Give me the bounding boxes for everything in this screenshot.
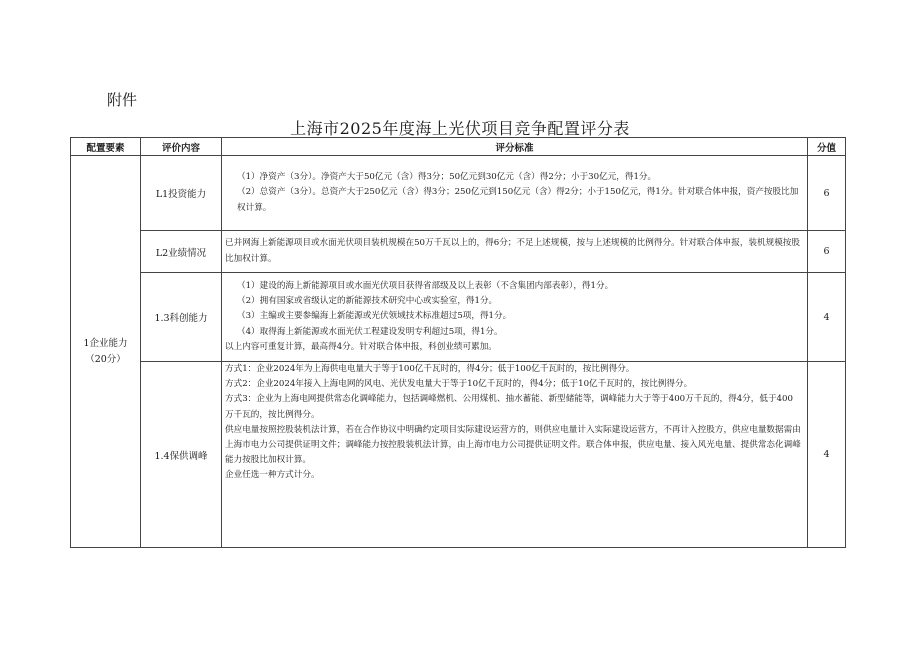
criteria-line: 方式2：企业2024年接入上海电网的风电、光伏发电量大于等于10亿千瓦时的，得4分；低于10亿千瓦时的，按比例得分。 (225, 379, 693, 390)
category-points: （20分） (85, 353, 126, 365)
criteria-line: （2）总资产（3分）。总资产大于250亿元（含）得3分；250亿元到150亿元（含）得2分；小于150亿元，得1分。针对联合体申报，资产按股比加权计算。 (237, 187, 799, 213)
header-points: 分值 (808, 138, 846, 156)
category-cell (71, 156, 141, 548)
scoring-table (70, 137, 846, 548)
criteria-cell (222, 362, 808, 548)
criteria-cell (222, 156, 808, 231)
table-row (71, 231, 846, 273)
criteria-cell (222, 231, 808, 273)
table-row (71, 156, 846, 231)
item-investment-capacity: L1投资能力 (141, 156, 222, 231)
header-config-element: 配置要素 (71, 138, 141, 156)
score-value: 6 (808, 231, 846, 273)
criteria-line: （4）取得海上新能源或水面光伏工程建设发明专利超过5项，得1分。 (237, 326, 503, 337)
criteria-line: 以上内容可重复计算，最高得4分。针对联合体申报，科创业绩可累加。 (225, 341, 497, 352)
criteria-line: 方式3：企业为上海电网提供常态化调峰能力，包括调峰燃机、公用煤机、抽水蓄能、新型储能等，调峰能力大于等于400万千瓦的，得4分，低于400万千瓦的，按比例得分。 (225, 394, 793, 420)
score-value: 4 (808, 273, 846, 362)
criteria-line: （1）净资产（3分）。净资产大于50亿元（含）得3分；50亿元到30亿元（含）得2分；小于30亿元，得1分。 (237, 172, 657, 183)
category-name: 1企业能力 (83, 337, 128, 349)
attachment-label: 附件 (107, 91, 138, 109)
criteria-line: 企业任选一种方式计分。 (225, 470, 320, 481)
criteria-line: 方式1：企业2024年为上海供电电量大于等于100亿千瓦时的，得4分；低于100亿千瓦时的，按比例得分。 (225, 364, 635, 374)
header-evaluation-content: 评价内容 (141, 138, 222, 156)
criteria-line: （2）拥有国家或省级认定的新能源技术研究中心或实验室，得1分。 (237, 296, 498, 307)
criteria-line: （1）建设的海上新能源项目或水面光伏项目获得省部级及以上表彰（不含集团内部表彰），得1分。 (237, 280, 614, 291)
item-performance: L2业绩情况 (141, 231, 222, 273)
score-value: 6 (808, 156, 846, 231)
criteria-line: 已并网海上新能源项目或水面光伏项目装机规模在50万千瓦以上的，得6分；不足上述规模，按与上述规模的比例得分。针对联合体申报，装机规模按股比加权计算。 (225, 238, 800, 264)
criteria-line: 供应电量按照控股装机法计算，若在合作协议中明确约定项目实际建设运营方的，则供应电量计入实际建设运营方，不再计入控股方，供应电量数据需由上海市电力公司提供证明文件；调峰能力按控股装机法计算，由上海市电力公司提供证明文件。联合体申报，供应电量、接入风光电量、提供常态化调峰能力按股比加权计算。 (225, 424, 801, 466)
table-header-row (71, 138, 846, 156)
table-row (71, 273, 846, 362)
criteria-line: （3）主编或主要参编海上新能源或光伏领域技术标准超过5项，得1分。 (237, 311, 512, 322)
header-scoring-criteria: 评分标准 (222, 138, 808, 156)
item-innovation-capacity: 1.3科创能力 (141, 273, 222, 362)
criteria-cell (222, 273, 808, 362)
document-title: 上海市2025年度海上光伏项目竞争配置评分表 (290, 119, 630, 138)
item-supply-peak-shaving: 1.4保供调峰 (141, 362, 222, 548)
score-value: 4 (808, 362, 846, 548)
table-row (71, 362, 846, 548)
